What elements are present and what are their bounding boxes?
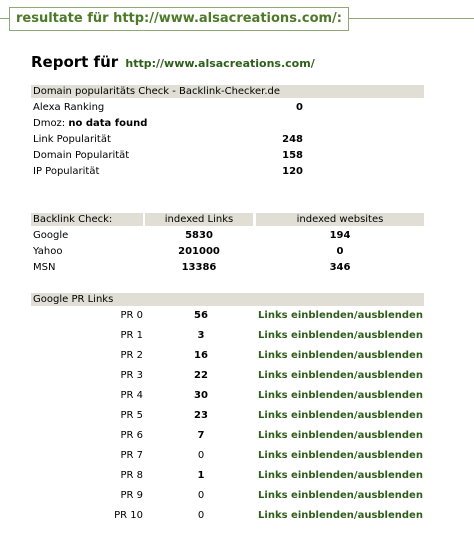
pr-count: 56 bbox=[194, 310, 208, 321]
pr-row-7 bbox=[31, 446, 424, 466]
pr-label: PR 10 bbox=[114, 510, 143, 521]
pr-count: 3 bbox=[197, 330, 205, 341]
domain-row-dmoz bbox=[33, 116, 424, 132]
pr-label: PR 9 bbox=[120, 490, 143, 501]
pr-row-2 bbox=[31, 346, 424, 366]
pr-count: 0 bbox=[197, 450, 205, 461]
toggle-links-link[interactable]: Links einblenden/ausblenden bbox=[258, 330, 423, 341]
dmoz-label: Dmoz: bbox=[33, 118, 66, 129]
backlink-header-links: indexed Links bbox=[145, 213, 253, 226]
pr-label: PR 7 bbox=[120, 450, 143, 461]
indexed-websites: 346 bbox=[329, 262, 351, 273]
pr-label: PR 1 bbox=[120, 330, 143, 341]
row-value: 120 bbox=[282, 166, 303, 177]
pr-row-6 bbox=[31, 426, 424, 446]
report-url: http://www.alsacreations.com/ bbox=[125, 57, 315, 70]
pr-label: PR 2 bbox=[120, 350, 143, 361]
pr-row-0 bbox=[31, 306, 424, 326]
pr-label: PR 5 bbox=[120, 410, 143, 421]
pr-count: 7 bbox=[197, 430, 205, 441]
indexed-links: 5830 bbox=[185, 230, 213, 241]
pr-row-1 bbox=[31, 326, 424, 346]
row-label: Domain Popularität bbox=[33, 150, 130, 161]
backlink-row-yahoo bbox=[33, 244, 424, 260]
row-value: 0 bbox=[296, 102, 303, 113]
row-label: IP Popularität bbox=[33, 166, 100, 177]
backlink-row-msn bbox=[33, 260, 424, 276]
pr-label: PR 0 bbox=[120, 310, 143, 321]
report-title bbox=[31, 53, 315, 71]
row-label: Link Popularität bbox=[33, 134, 111, 145]
pr-label: PR 6 bbox=[120, 430, 143, 441]
toggle-links-link[interactable]: Links einblenden/ausblenden bbox=[258, 430, 423, 441]
pr-count: 1 bbox=[197, 470, 205, 481]
pr-count: 22 bbox=[194, 370, 208, 381]
row-value: 248 bbox=[282, 134, 303, 145]
toggle-links-link[interactable]: Links einblenden/ausblenden bbox=[258, 490, 423, 501]
backlink-header-engine: Backlink Check: bbox=[31, 213, 143, 226]
toggle-links-link[interactable]: Links einblenden/ausblenden bbox=[258, 310, 423, 321]
pr-count: 0 bbox=[197, 510, 205, 521]
pr-links-heading: Google PR Links bbox=[31, 293, 424, 306]
indexed-links: 13386 bbox=[181, 262, 217, 273]
indexed-websites: 0 bbox=[336, 246, 344, 257]
pr-count: 16 bbox=[194, 350, 208, 361]
pr-row-10 bbox=[31, 506, 424, 526]
domain-row-domain-pop bbox=[33, 148, 424, 164]
indexed-links: 201000 bbox=[178, 246, 220, 257]
domain-check-heading: Domain popularitäts Check - Backlink-Checker.de bbox=[31, 85, 424, 98]
engine-name: Yahoo bbox=[33, 246, 63, 257]
dmoz-value: no data found bbox=[68, 118, 148, 129]
row-value: 158 bbox=[282, 150, 303, 161]
pr-label: PR 8 bbox=[120, 470, 143, 481]
toggle-links-link[interactable]: Links einblenden/ausblenden bbox=[258, 450, 423, 461]
pr-count: 0 bbox=[197, 490, 205, 501]
pr-count: 23 bbox=[194, 410, 208, 421]
pr-row-5 bbox=[31, 406, 424, 426]
row-label: Alexa Ranking bbox=[33, 102, 105, 113]
engine-name: Google bbox=[33, 230, 69, 241]
pr-row-9 bbox=[31, 486, 424, 506]
toggle-links-link[interactable]: Links einblenden/ausblenden bbox=[258, 510, 423, 521]
domain-row-ip-pop bbox=[33, 164, 424, 180]
pr-row-8 bbox=[31, 466, 424, 486]
toggle-links-link[interactable]: Links einblenden/ausblenden bbox=[258, 410, 423, 421]
results-header: resultate für http://www.alsacreations.com/: bbox=[9, 7, 349, 31]
toggle-links-link[interactable]: Links einblenden/ausblenden bbox=[258, 390, 423, 401]
pr-label: PR 3 bbox=[120, 370, 143, 381]
domain-row-alexa bbox=[33, 100, 424, 116]
backlink-row-google bbox=[33, 228, 424, 244]
toggle-links-link[interactable]: Links einblenden/ausblenden bbox=[258, 370, 423, 381]
toggle-links-link[interactable]: Links einblenden/ausblenden bbox=[258, 350, 423, 361]
toggle-links-link[interactable]: Links einblenden/ausblenden bbox=[258, 470, 423, 481]
indexed-websites: 194 bbox=[329, 230, 351, 241]
pr-row-3 bbox=[31, 366, 424, 386]
engine-name: MSN bbox=[33, 262, 56, 273]
pr-label: PR 4 bbox=[120, 390, 143, 401]
pr-count: 30 bbox=[194, 390, 208, 401]
domain-row-link-pop bbox=[33, 132, 424, 148]
row-label bbox=[33, 116, 147, 132]
report-title-label: Report für bbox=[31, 53, 119, 71]
backlink-header-websites: indexed websites bbox=[256, 213, 424, 226]
pr-row-4 bbox=[31, 386, 424, 406]
